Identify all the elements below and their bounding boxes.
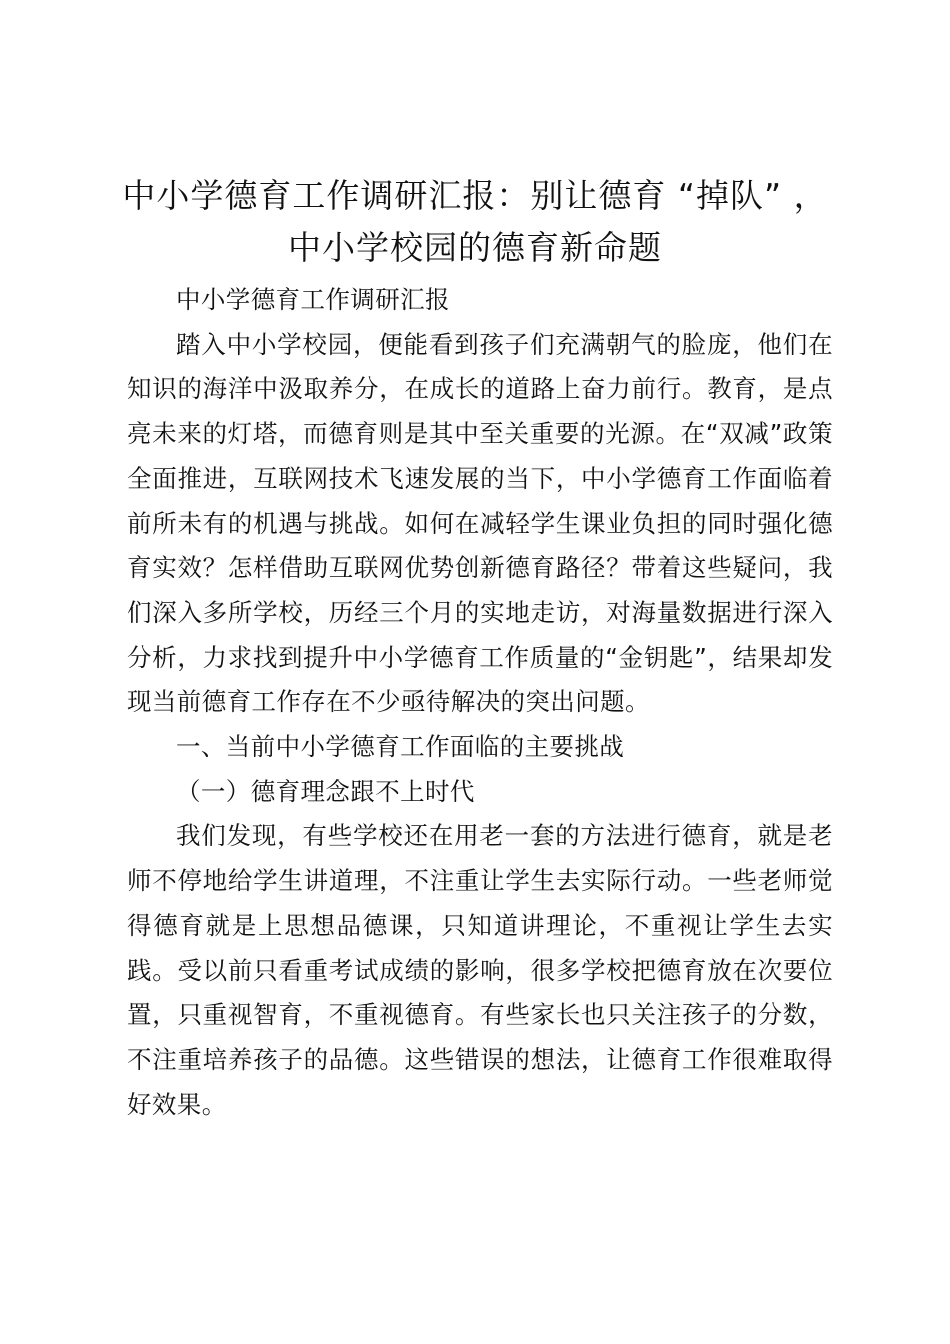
subsection-heading: （一）德育理念跟不上时代	[176, 776, 475, 806]
subtitle-paragraph: 中小学德育工作调研汇报	[176, 285, 450, 314]
section-heading: 一、当前中小学德育工作面临的主要挑战	[176, 732, 625, 762]
document-body	[127, 278, 833, 1127]
intro-paragraph: 踏入中小学校园，便能看到孩子们充满朝气的脸庞，他们在知识的海洋中汲取养分，在成长的道路上奋力前行。教育，是点亮未来的灯塔，而德育则是其中至关重要的光源。在“双减”政策全面推进，互联网技术飞速发展的当下，中小学德育工作面临着前所未有的机遇与挑战。如何在减轻学生课业负担的同时强化德育实效？怎样借助互联网优势创新德育路径？带着这些疑问，我们深入多所学校，历经三个月的实地走访，对海量数据进行深入分析，力求找到提升中小学德育工作质量的“金钥匙”，结果却发现当前德育工作存在不少亟待解决的突出问题。	[127, 329, 833, 717]
document-title: 中小学德育工作调研汇报：别让德育 “掉队” ，中小学校园的德育新命题	[122, 176, 828, 267]
body-paragraph: 我们发现，有些学校还在用老一套的方法进行德育，就是老师不停地给学生讲道理，不注重让学生去实际行动。一些老师觉得德育就是上思想品德课，只知道讲理论，不重视让学生去实践。受以前只看重考试成绩的影响，很多学校把德育放在次要位置，只重视智育，不重视德育。有些家长也只关注孩子的分数，不注重培养孩子的品德。这些错误的想法，让德育工作很难取得好效果。	[127, 821, 833, 1119]
